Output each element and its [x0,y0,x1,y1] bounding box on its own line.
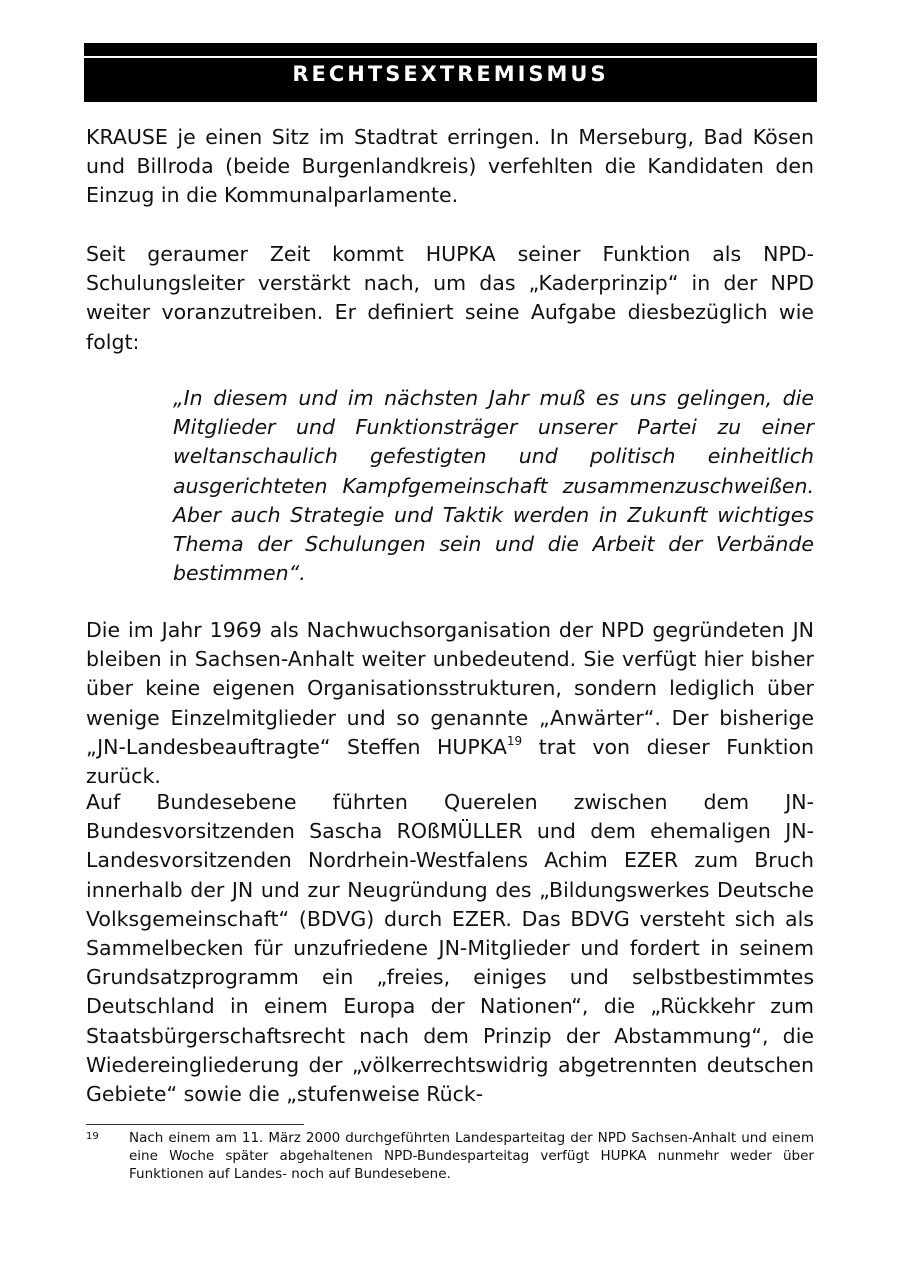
paragraph-jn-end: trat von dieser Funktion zurück. [86,734,815,789]
section-title: RECHTSEXTREMISMUS [292,62,609,86]
header-rule [84,43,817,56]
paragraph-krause: KRAUSE je einen Sitz im Stadtrat erringen. In Merseburg, Bad Kösen und Billroda (beide Burgenlandkreis) verfehlten die Kandidaten den Einzug in die Kommunalparlamente. [86,125,814,208]
footnote-text: Nach einem am 11. März 2000 durchgeführten Landesparteitag der NPD Sachsen-Anhalt und einem eine Woche später abgehaltenen NPD-Bundesparteitag verfügt HUPKA nunmehr weder über Funktionen auf Landes- noch auf Bundesebene. [129,1130,814,1182]
section-header [84,58,817,102]
footnote-separator [86,1124,304,1125]
paragraph-hupka-schulung: Seit geraumer Zeit kommt HUPKA seiner Funktion als NPD-Schulungsleiter verstärkt nach, um das „Kaderprinzip“ in der NPD weiter voranzutreiben. Er definiert seine Aufgabe diesbezüglich wie folgt: [86,242,814,354]
block-quote: „In diesem und im nächsten Jahr muß es uns gelingen, die Mitglieder und Funktionsträger unserer Partei zu einer weltanschaulich gefestigten und politisch einheitlich ausgerichteten Kampfgemeinschaft zusammenzuschweißen. Aber auch Strategie und Taktik werden in Zukunft wichtiges Thema der Schulungen sein und die Arbeit der Verbände bestimmen“. [173,386,814,586]
paragraph-bundesebene: Auf Bundesebene führten Querelen zwischen dem JN-Bundesvorsitzenden Sascha ROßMÜLLER und dem ehemaligen JN-Landesvorsitzenden Nordrhein-Westfalens Achim EZER zum Bruch innerhalb der JN und zur Neugründung des „Bildungswerkes Deutsche Volksgemeinschaft“ (BDVG) durch EZER. Das BDVG versteht sich als Sammelbecken für unzufriedene JN-Mitglieder und fordert in seinem Grundsatzprogramm ein „freies, einiges und selbstbestimmtes Deutschland in einem Europa der Nationen“, die „Rückkehr zum Staatsbürgerschaftsrecht nach dem Prinzip der Abstammung“, die Wiedereingliederung der „völkerrechtswidrig abgetrennten deutschen Gebiete“ sowie die „stufenweise Rück- [86,790,814,1107]
footnote-reference: 19 [506,733,523,748]
paragraph-jn [86,616,814,791]
paragraph-jn-text: Die im Jahr 1969 als Nachwuchsorganisation der NPD gegründeten JN bleiben in Sachsen-Anhalt weiter unbedeutend. Sie verfügt hier bisher über keine eigenen Organisationsstrukturen, sondern lediglich über wenige Einzelmitglieder und so genannte „Anwärter“. Der bisherige „JN-Landesbeauftragte“ Steffen HUPKA [86,618,814,759]
footnote-number: 19 [86,1131,99,1142]
